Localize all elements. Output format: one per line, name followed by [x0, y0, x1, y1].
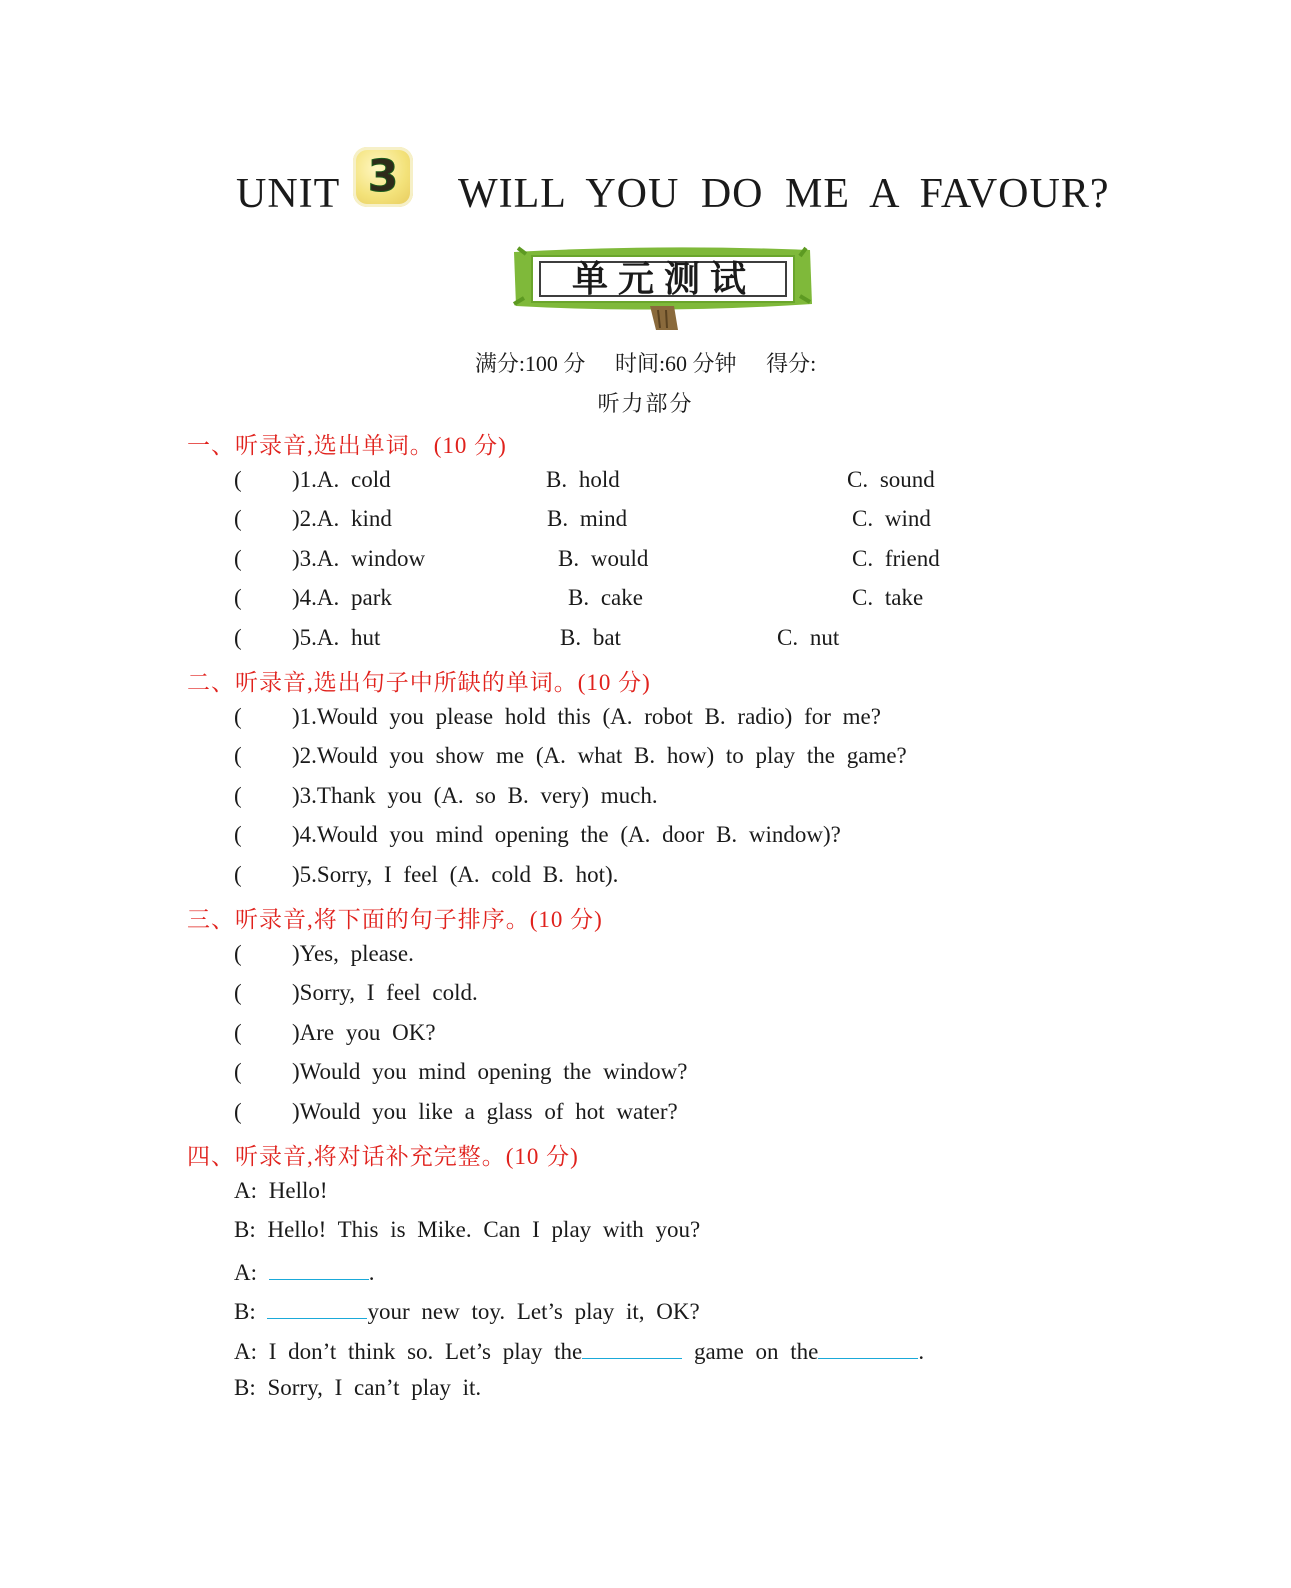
- fill-blank-1[interactable]: [269, 1257, 369, 1280]
- option-a: )3.A. window: [292, 546, 426, 571]
- s3-item-2: [234, 980, 478, 1006]
- answer-paren[interactable]: (: [234, 941, 242, 966]
- s2-text: )1.Would you please hold this (A. robot B. radio) for me?: [292, 704, 881, 729]
- s2-text: )4.Would you mind opening the (A. door B. window)?: [292, 822, 841, 847]
- s1-item-3-b: B. would: [558, 546, 649, 571]
- unit-number: 3: [367, 151, 399, 202]
- dialog-line-5: [234, 1336, 924, 1365]
- answer-paren[interactable]: (: [234, 783, 242, 808]
- answer-paren[interactable]: (: [234, 862, 242, 887]
- dialog-line-1: A: Hello!: [234, 1178, 328, 1203]
- option-a: )2.A. kind: [292, 506, 392, 531]
- punctuation: .: [918, 1339, 925, 1364]
- dialog-line-3: [234, 1257, 375, 1286]
- banner-label: 单元测试: [571, 259, 756, 300]
- time-limit: 时间:60 分钟: [614, 351, 737, 376]
- s1-item-2: [234, 506, 392, 532]
- unit-word: UNIT: [236, 171, 341, 217]
- fill-blank-4[interactable]: [818, 1336, 918, 1359]
- section3-heading: 三、听录音,将下面的句子排序。(10 分): [187, 907, 603, 932]
- answer-paren[interactable]: (: [234, 743, 242, 768]
- s3-text: )Yes, please.: [292, 941, 414, 966]
- option-a: )5.A. hut: [292, 625, 381, 650]
- score-field: 得分:: [766, 351, 817, 376]
- answer-paren[interactable]: (: [234, 704, 242, 729]
- option-a: )4.A. park: [292, 585, 392, 610]
- s3-item-1: [234, 941, 414, 967]
- score-line: [0, 347, 1291, 378]
- s1-item-4-b: B. cake: [568, 585, 643, 610]
- s1-item-1-c: C. sound: [847, 467, 935, 492]
- test-banner: [510, 244, 815, 334]
- s1-item-5: [234, 625, 380, 651]
- answer-paren[interactable]: (: [234, 467, 242, 492]
- s1-item-1: [234, 467, 391, 493]
- s2-text: )3.Thank you (A. so B. very) much.: [292, 783, 658, 808]
- part-label: 听力部分: [597, 391, 694, 416]
- s1-item-4-c: C. take: [852, 585, 924, 610]
- s1-item-3: [234, 546, 425, 572]
- s2-text: )5.Sorry, I feel (A. cold B. hot).: [292, 862, 619, 887]
- s2-item-5: [234, 862, 618, 888]
- answer-paren[interactable]: (: [234, 546, 242, 571]
- fill-blank-2[interactable]: [267, 1296, 367, 1319]
- punctuation: .: [368, 1260, 375, 1285]
- unit-number-badge: [353, 147, 413, 207]
- s1-item-5-c: C. nut: [777, 625, 840, 650]
- answer-paren[interactable]: (: [234, 822, 242, 847]
- dialog-text: game on the: [693, 1339, 819, 1364]
- s3-text: )Would you mind opening the window?: [292, 1059, 688, 1084]
- dialog-text: your new toy. Let’s play it, OK?: [367, 1299, 700, 1324]
- dialog-line-4: [234, 1296, 700, 1325]
- s1-item-2-b: B. mind: [547, 506, 628, 531]
- section2-heading: 二、听录音,选出句子中所缺的单词。(10 分): [187, 670, 651, 695]
- s2-text: )2.Would you show me (A. what B. how) to play the game?: [292, 743, 907, 768]
- s3-text: )Are you OK?: [292, 1020, 436, 1045]
- s3-text: )Sorry, I feel cold.: [292, 980, 478, 1005]
- dialog-line-2: B: Hello! This is Mike. Can I play with you?: [234, 1217, 701, 1242]
- s3-text: )Would you like a glass of hot water?: [292, 1099, 678, 1124]
- answer-paren[interactable]: (: [234, 1059, 242, 1084]
- s1-item-4: [234, 585, 392, 611]
- answer-paren[interactable]: (: [234, 506, 242, 531]
- dialog-text: A: I don’t think so. Let’s play the: [234, 1339, 583, 1364]
- s1-item-3-c: C. friend: [852, 546, 940, 571]
- s1-item-2-c: C. wind: [852, 506, 931, 531]
- full-score: 满分:100 分: [474, 351, 586, 376]
- s2-item-2: [234, 743, 907, 769]
- s2-item-4: [234, 822, 841, 848]
- s1-item-1-b: B. hold: [546, 467, 620, 492]
- speaker-a: A:: [234, 1260, 257, 1285]
- answer-paren[interactable]: (: [234, 625, 242, 650]
- fill-blank-3[interactable]: [582, 1336, 682, 1359]
- speaker-b: B:: [234, 1299, 256, 1324]
- s3-item-5: [234, 1099, 678, 1125]
- section1-heading: 一、听录音,选出单词。(10 分): [187, 433, 507, 458]
- dialog-line-6: B: Sorry, I can’t play it.: [234, 1375, 482, 1400]
- section4-heading: 四、听录音,将对话补充完整。(10 分): [187, 1144, 579, 1169]
- option-a: )1.A. cold: [292, 467, 391, 492]
- s3-item-3: [234, 1020, 436, 1046]
- s2-item-1: [234, 704, 881, 730]
- answer-paren[interactable]: (: [234, 585, 242, 610]
- s2-item-3: [234, 783, 658, 809]
- unit-title: WILL YOU DO ME A FAVOUR?: [458, 171, 1110, 217]
- answer-paren[interactable]: (: [234, 980, 242, 1005]
- s1-item-5-b: B. bat: [560, 625, 621, 650]
- s3-item-4: [234, 1059, 687, 1085]
- answer-paren[interactable]: (: [234, 1020, 242, 1045]
- answer-paren[interactable]: (: [234, 1099, 242, 1124]
